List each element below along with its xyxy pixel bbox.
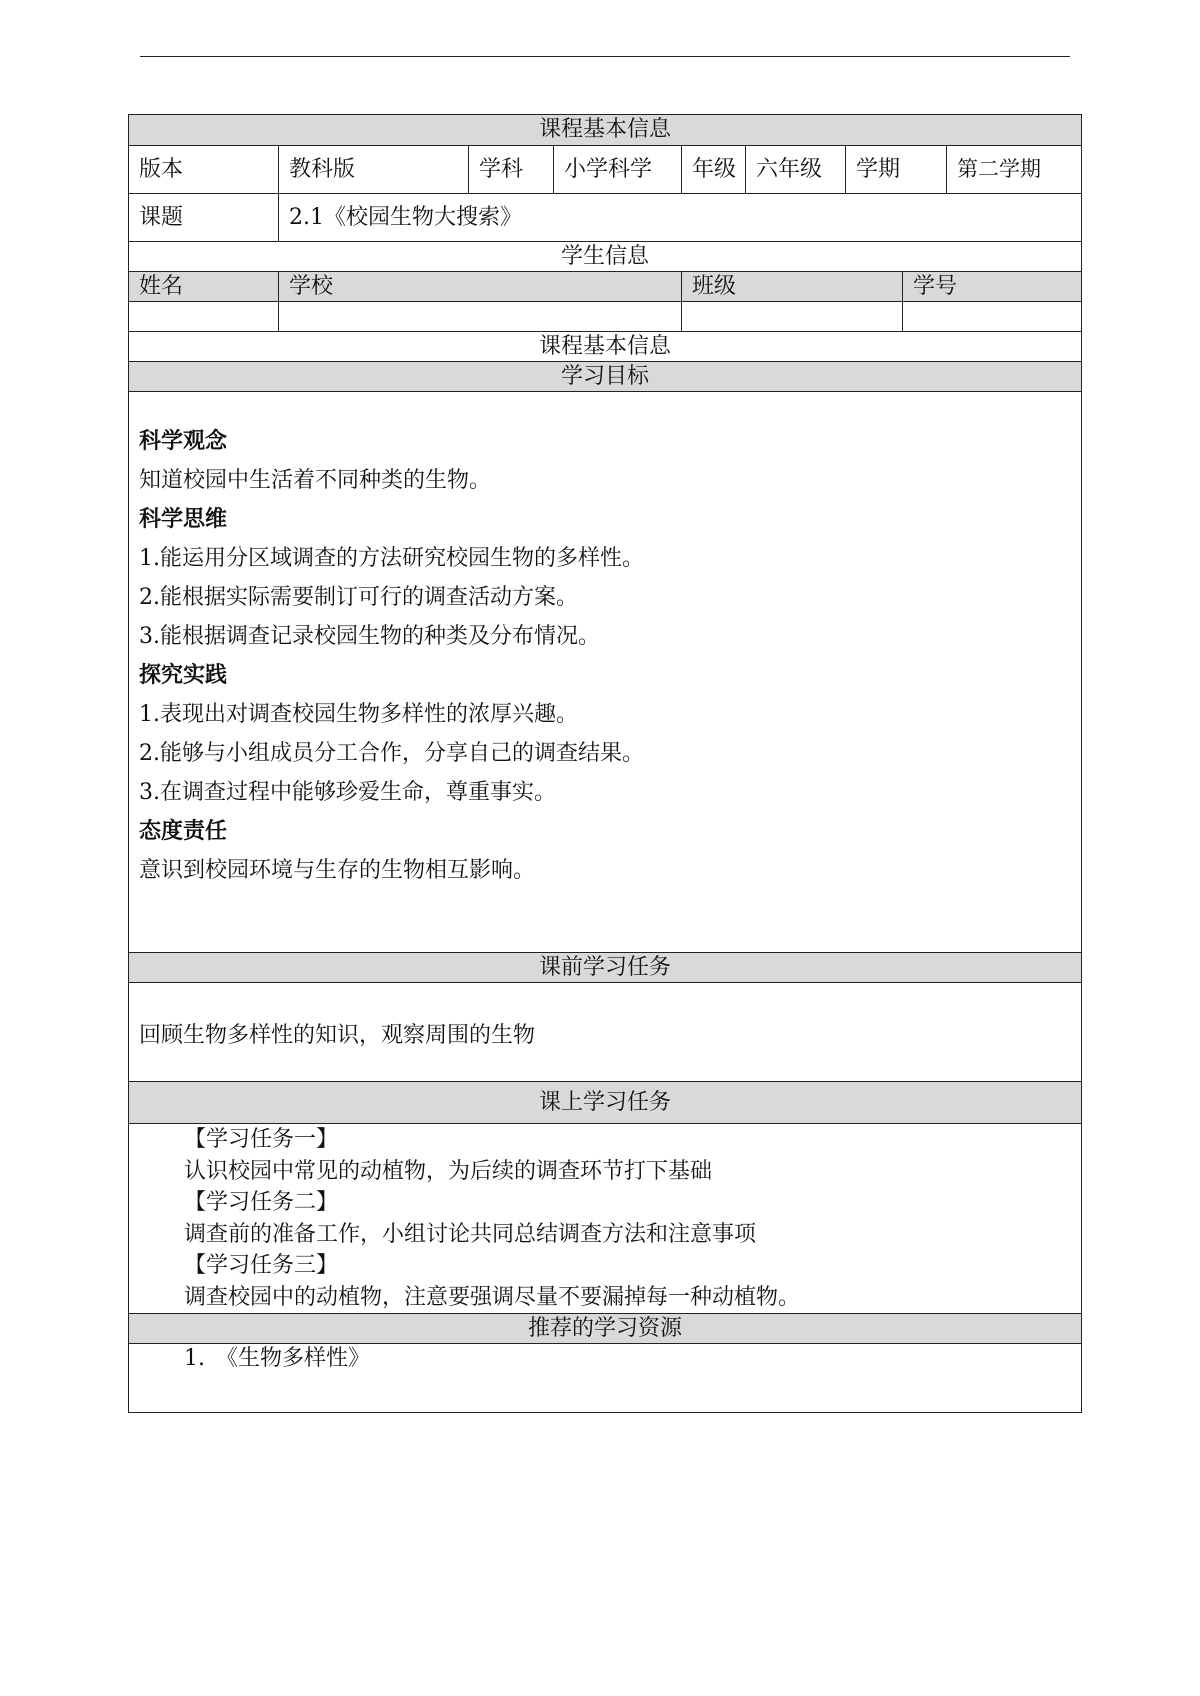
task-title: 【学习任务一】 [184,1127,339,1152]
in-class-header: 课上学习任务 [129,1082,1082,1124]
student-school-field[interactable] [279,302,682,332]
practice-title: 探究实践 [139,662,228,688]
in-class-section [129,1124,1082,1314]
student-class-header: 班级 [682,272,903,302]
course-info-header: 课程基本信息 [129,115,1082,146]
task-desc: 调查校园中的动植物，注意要强调尽量不要漏掉每一种动植物。 [184,1284,801,1310]
topic-value: 2.1《校园生物大搜索》 [279,194,1082,242]
student-school-header: 学校 [279,272,682,302]
term-value: 第二学期 [947,146,1082,194]
thinking-line: 1.能运用分区域调查的方法研究校园生物的多样性。 [139,546,644,571]
resources-section [129,1344,1082,1413]
thinking-title: 科学思维 [139,506,228,532]
attitude-line: 意识到校园环境与生存的生物相互影响。 [139,858,536,883]
task-title: 【学习任务二】 [184,1190,339,1215]
concept-line: 知道校园中生活着不同种类的生物。 [139,468,492,493]
student-number-header: 学号 [903,272,1082,302]
student-name-header: 姓名 [129,272,279,302]
thinking-line: 3.能根据调查记录校园生物的种类及分布情况。 [139,624,600,649]
header-rule [140,56,1070,57]
task-desc: 调查前的准备工作，小组讨论共同总结调查方法和注意事项 [184,1221,757,1247]
course-info-header-2: 课程基本信息 [129,332,1082,362]
subject-value: 小学科学 [554,146,682,194]
goals-section [129,392,1082,953]
edition-label: 版本 [129,146,279,194]
pre-class-section [129,983,1082,1082]
course-table [128,114,1082,1413]
attitude-title: 态度责任 [139,818,228,844]
topic-label: 课题 [129,194,279,242]
term-label: 学期 [846,146,947,194]
practice-line: 3.在调查过程中能够珍爱生命，尊重事实。 [139,780,556,805]
thinking-line: 2.能根据实际需要制订可行的调查活动方案。 [139,585,578,610]
task-desc: 认识校园中常见的动植物，为后续的调查环节打下基础 [184,1158,713,1184]
resources-header: 推荐的学习资源 [129,1314,1082,1344]
subject-label: 学科 [469,146,554,194]
practice-line: 1.表现出对调查校园生物多样性的浓厚兴趣。 [139,702,578,727]
student-info-header: 学生信息 [129,242,1082,272]
student-name-field[interactable] [129,302,279,332]
grade-label: 年级 [682,146,746,194]
student-number-field[interactable] [903,302,1082,332]
edition-value: 教科版 [279,146,469,194]
practice-line: 2.能够与小组成员分工合作，分享自己的调查结果。 [139,741,644,766]
pre-class-header: 课前学习任务 [129,953,1082,983]
pre-class-text: 回顾生物多样性的知识，观察周围的生物 [139,1023,536,1048]
grade-value: 六年级 [746,146,846,194]
concept-title: 科学观念 [139,428,228,454]
resource-item: 1. 《生物多样性》 [184,1346,370,1371]
task-title: 【学习任务三】 [184,1253,339,1278]
goals-header: 学习目标 [129,362,1082,392]
student-class-field[interactable] [682,302,903,332]
